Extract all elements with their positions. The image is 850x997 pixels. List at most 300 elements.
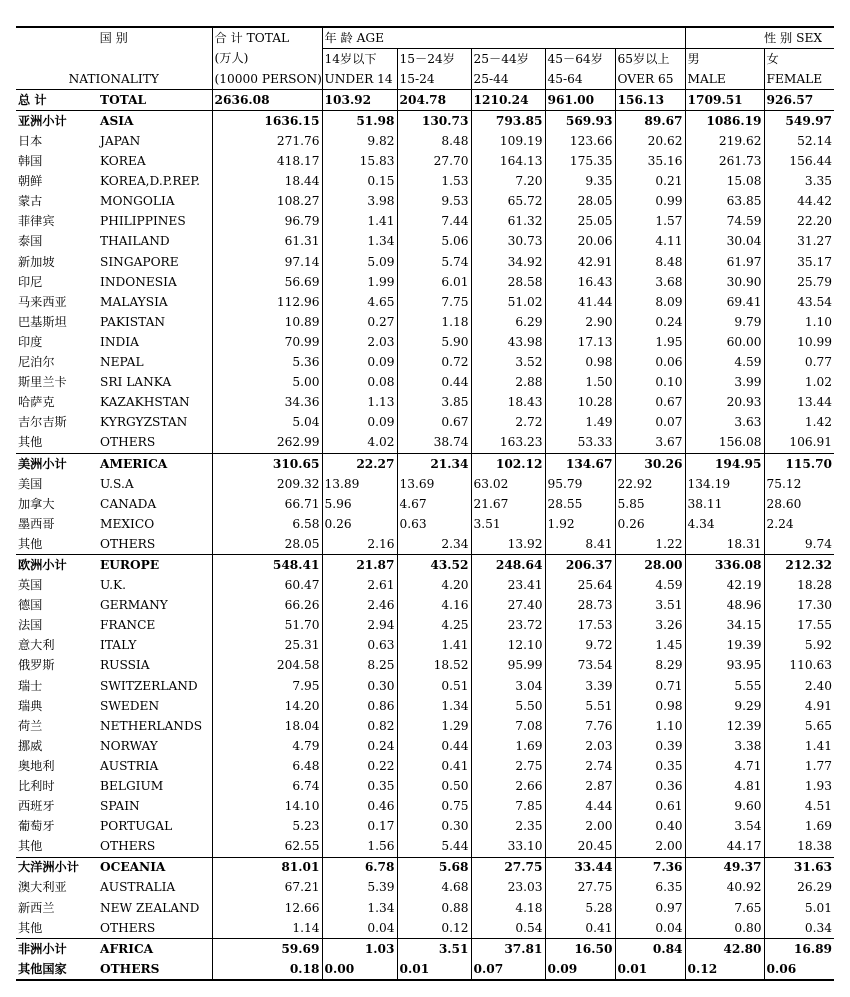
value-cell: 2.61 <box>322 576 397 596</box>
country-name-en: AUSTRALIA <box>100 880 176 895</box>
value-cell: 34.15 <box>685 616 764 636</box>
value-cell: 1210.24 <box>471 90 545 111</box>
value-cell: 1.41 <box>764 736 834 756</box>
country-name-cn: 蒙古 <box>18 194 43 209</box>
value-cell: 212.32 <box>764 555 834 576</box>
value-cell: 0.26 <box>322 514 397 534</box>
value-cell: 22.20 <box>764 212 834 232</box>
value-cell: 2.74 <box>545 756 615 776</box>
country-name-cn: 荷兰 <box>18 718 43 733</box>
age-group-cn-0: 14岁以下 <box>322 49 397 70</box>
country-name-en: GERMANY <box>100 598 168 613</box>
value-cell: 51.02 <box>471 292 545 312</box>
country-name-en: BELGIUM <box>100 779 164 794</box>
value-cell: 43.52 <box>397 555 471 576</box>
country-name-cn: 德国 <box>18 598 43 613</box>
value-cell: 1.18 <box>397 312 471 332</box>
value-cell: 27.40 <box>471 596 545 616</box>
value-cell: 102.12 <box>471 453 545 474</box>
value-cell: 4.65 <box>322 292 397 312</box>
country-name-en: U.S.A <box>100 476 134 491</box>
value-cell: 115.70 <box>764 453 834 474</box>
country-name-cn: 巴基斯坦 <box>18 314 67 329</box>
value-cell: 89.67 <box>615 111 685 132</box>
value-cell: 34.36 <box>212 393 322 413</box>
value-cell: 5.85 <box>615 494 685 514</box>
value-cell: 123.66 <box>545 131 615 151</box>
value-cell: 6.74 <box>212 776 322 796</box>
table-row <box>16 596 834 616</box>
value-cell: 38.74 <box>397 433 471 454</box>
value-cell: 0.24 <box>615 312 685 332</box>
value-cell: 0.41 <box>545 918 615 939</box>
value-cell: 3.38 <box>685 736 764 756</box>
value-cell: 7.95 <box>212 676 322 696</box>
value-cell: 108.27 <box>212 192 322 212</box>
value-cell: 209.32 <box>212 474 322 494</box>
country-name-en: OTHERS <box>100 536 156 551</box>
value-cell: 3.98 <box>322 192 397 212</box>
value-cell: 25.05 <box>545 212 615 232</box>
value-cell: 7.76 <box>545 716 615 736</box>
value-cell: 0.12 <box>685 959 764 979</box>
table-row <box>16 878 834 898</box>
table-row <box>16 656 834 676</box>
value-cell: 0.09 <box>545 959 615 979</box>
value-cell: 8.48 <box>397 131 471 151</box>
table-row <box>16 312 834 332</box>
sex-group-cn-0: 男 <box>685 49 764 70</box>
country-name-en: CANADA <box>100 496 157 511</box>
value-cell: 3.26 <box>615 616 685 636</box>
value-cell: 4.79 <box>212 736 322 756</box>
value-cell: 1.69 <box>764 817 834 837</box>
value-cell: 61.32 <box>471 212 545 232</box>
country-name-en: OTHERS <box>100 839 156 854</box>
value-cell: 61.31 <box>212 232 322 252</box>
value-cell: 10.89 <box>212 312 322 332</box>
value-cell: 0.84 <box>615 939 685 960</box>
value-cell: 0.09 <box>322 353 397 373</box>
value-cell: 0.99 <box>615 192 685 212</box>
value-cell: 8.29 <box>615 656 685 676</box>
value-cell: 34.92 <box>471 252 545 272</box>
country-name-en: SPAIN <box>100 799 140 814</box>
country-name-cn: 其他 <box>18 920 43 935</box>
value-cell: 3.04 <box>471 676 545 696</box>
value-cell: 549.97 <box>764 111 834 132</box>
value-cell: 2.88 <box>471 373 545 393</box>
value-cell: 262.99 <box>212 433 322 454</box>
value-cell: 56.69 <box>212 272 322 292</box>
value-cell: 7.36 <box>615 857 685 878</box>
value-cell: 2.72 <box>471 413 545 433</box>
value-cell: 69.41 <box>685 292 764 312</box>
value-cell: 194.95 <box>685 453 764 474</box>
value-cell: 0.67 <box>615 393 685 413</box>
table-bottom-rule <box>16 979 834 981</box>
country-name-cn: 瑞典 <box>18 698 43 713</box>
value-cell: 13.92 <box>471 534 545 555</box>
value-cell: 3.51 <box>615 596 685 616</box>
value-cell: 4.91 <box>764 696 834 716</box>
value-cell: 5.23 <box>212 817 322 837</box>
country-name-en: INDIA <box>100 334 139 349</box>
value-cell: 3.39 <box>545 676 615 696</box>
value-cell: 1.69 <box>471 736 545 756</box>
value-cell: 20.06 <box>545 232 615 252</box>
value-cell: 12.10 <box>471 636 545 656</box>
value-cell: 6.48 <box>212 756 322 776</box>
value-cell: 134.67 <box>545 453 615 474</box>
value-cell: 2.46 <box>322 596 397 616</box>
value-cell: 926.57 <box>764 90 834 111</box>
value-cell: 1.34 <box>322 898 397 918</box>
value-cell: 5.74 <box>397 252 471 272</box>
value-cell: 0.08 <box>322 373 397 393</box>
value-cell: 1.41 <box>397 636 471 656</box>
value-cell: 10.28 <box>545 393 615 413</box>
value-cell: 9.74 <box>764 534 834 555</box>
value-cell: 5.06 <box>397 232 471 252</box>
value-cell: 21.87 <box>322 555 397 576</box>
value-cell: 18.52 <box>397 656 471 676</box>
value-cell: 0.26 <box>615 514 685 534</box>
value-cell: 96.79 <box>212 212 322 232</box>
value-cell: 156.13 <box>615 90 685 111</box>
sex-header: 性 别 SEX <box>685 27 834 49</box>
value-cell: 2.00 <box>615 837 685 858</box>
value-cell: 418.17 <box>212 152 322 172</box>
value-cell: 10.99 <box>764 332 834 352</box>
value-cell: 15.83 <box>322 152 397 172</box>
value-cell: 1.95 <box>615 332 685 352</box>
country-name-cn: 亚洲小计 <box>16 111 98 132</box>
value-cell: 20.62 <box>615 131 685 151</box>
value-cell: 35.17 <box>764 252 834 272</box>
value-cell: 1.45 <box>615 636 685 656</box>
age-group-en-3: 45-64 <box>545 69 615 90</box>
value-cell: 28.60 <box>764 494 834 514</box>
age-group-en-4: OVER 65 <box>615 69 685 90</box>
value-cell: 4.02 <box>322 433 397 454</box>
country-name-cn: 斯里兰卡 <box>18 375 67 390</box>
age-header: 年 龄 AGE <box>322 27 685 49</box>
value-cell: 164.13 <box>471 152 545 172</box>
value-cell: 4.25 <box>397 616 471 636</box>
value-cell: 4.81 <box>685 776 764 796</box>
value-cell: 3.51 <box>471 514 545 534</box>
value-cell: 67.21 <box>212 878 322 898</box>
country-name-en: MEXICO <box>100 516 155 531</box>
country-name-en: EUROPE <box>98 555 212 576</box>
value-cell: 0.07 <box>615 413 685 433</box>
country-name-cn: 英国 <box>18 578 43 593</box>
value-cell: 13.89 <box>322 474 397 494</box>
value-cell: 156.44 <box>764 152 834 172</box>
value-cell: 8.25 <box>322 656 397 676</box>
value-cell: 26.29 <box>764 878 834 898</box>
value-cell: 73.54 <box>545 656 615 676</box>
value-cell: 0.51 <box>397 676 471 696</box>
value-cell: 31.63 <box>764 857 834 878</box>
table-body <box>16 90 834 980</box>
country-name-cn: 奥地利 <box>18 758 55 773</box>
value-cell: 23.72 <box>471 616 545 636</box>
country-name-en: NETHERLANDS <box>100 718 203 733</box>
value-cell: 28.73 <box>545 596 615 616</box>
value-cell: 70.99 <box>212 332 322 352</box>
country-name-en: KAZAKHSTAN <box>100 395 190 410</box>
country-name-cn: 其他 <box>18 839 43 854</box>
age-group-en-1: 15-24 <box>397 69 471 90</box>
value-cell: 0.21 <box>615 172 685 192</box>
country-name-cn: 大洋洲小计 <box>16 857 98 878</box>
value-cell: 63.02 <box>471 474 545 494</box>
table-row <box>16 474 834 494</box>
value-cell: 961.00 <box>545 90 615 111</box>
value-cell: 9.72 <box>545 636 615 656</box>
value-cell: 2.40 <box>764 676 834 696</box>
table-row <box>16 413 834 433</box>
value-cell: 30.04 <box>685 232 764 252</box>
country-name-en: NEPAL <box>100 355 144 370</box>
header-row-3 <box>16 69 834 90</box>
value-cell: 28.55 <box>545 494 615 514</box>
value-cell: 1.93 <box>764 776 834 796</box>
value-cell: 3.68 <box>615 272 685 292</box>
value-cell: 40.92 <box>685 878 764 898</box>
value-cell: 4.51 <box>764 797 834 817</box>
value-cell: 16.43 <box>545 272 615 292</box>
value-cell: 175.35 <box>545 152 615 172</box>
country-name-cn: 尼泊尔 <box>18 355 55 370</box>
value-cell: 4.11 <box>615 232 685 252</box>
table-row <box>16 272 834 292</box>
value-cell: 204.78 <box>397 90 471 111</box>
value-cell: 7.75 <box>397 292 471 312</box>
value-cell: 109.19 <box>471 131 545 151</box>
value-cell: 8.09 <box>615 292 685 312</box>
table-row <box>16 918 834 939</box>
table-row <box>16 616 834 636</box>
value-cell: 310.65 <box>212 453 322 474</box>
country-name-cn: 其他 <box>18 536 43 551</box>
country-name-cn: 加拿大 <box>18 496 55 511</box>
table-row <box>16 172 834 192</box>
value-cell: 1.57 <box>615 212 685 232</box>
table-row <box>16 232 834 252</box>
value-cell: 0.63 <box>322 636 397 656</box>
value-cell: 20.93 <box>685 393 764 413</box>
value-cell: 6.78 <box>322 857 397 878</box>
value-cell: 21.34 <box>397 453 471 474</box>
table-row <box>16 636 834 656</box>
value-cell: 0.77 <box>764 353 834 373</box>
value-cell: 48.96 <box>685 596 764 616</box>
sex-group-cn-1: 女 <box>764 49 834 70</box>
table-row <box>16 576 834 596</box>
country-name-en: MONGOLIA <box>100 194 175 209</box>
value-cell: 9.60 <box>685 797 764 817</box>
value-cell: 97.14 <box>212 252 322 272</box>
country-name-cn: 新西兰 <box>18 900 55 915</box>
value-cell: 0.54 <box>471 918 545 939</box>
value-cell: 41.44 <box>545 292 615 312</box>
value-cell: 4.67 <box>397 494 471 514</box>
value-cell: 37.81 <box>471 939 545 960</box>
value-cell: 0.09 <box>322 413 397 433</box>
value-cell: 1709.51 <box>685 90 764 111</box>
country-name-cn: 泰国 <box>18 234 43 249</box>
value-cell: 1.03 <box>322 939 397 960</box>
value-cell: 2.03 <box>322 332 397 352</box>
age-group-cn-4: 65岁以上 <box>615 49 685 70</box>
value-cell: 27.75 <box>545 878 615 898</box>
header-row-1 <box>16 27 834 49</box>
country-name-cn: 菲律宾 <box>18 214 55 229</box>
value-cell: 0.22 <box>322 756 397 776</box>
value-cell: 0.35 <box>322 776 397 796</box>
country-name-cn: 葡萄牙 <box>18 819 55 834</box>
country-name-cn: 朝鲜 <box>18 174 43 189</box>
country-name-cn: 澳大利亚 <box>18 880 67 895</box>
value-cell: 17.30 <box>764 596 834 616</box>
value-cell: 103.92 <box>322 90 397 111</box>
value-cell: 1.14 <box>212 918 322 939</box>
value-cell: 1.34 <box>322 232 397 252</box>
value-cell: 0.01 <box>615 959 685 979</box>
value-cell: 0.71 <box>615 676 685 696</box>
value-cell: 1.02 <box>764 373 834 393</box>
value-cell: 66.71 <box>212 494 322 514</box>
country-name-en: OTHERS <box>100 920 156 935</box>
value-cell: 2.94 <box>322 616 397 636</box>
value-cell: 5.65 <box>764 716 834 736</box>
value-cell: 0.12 <box>397 918 471 939</box>
value-cell: 0.41 <box>397 756 471 776</box>
country-name-en: MALAYSIA <box>100 294 168 309</box>
value-cell: 0.01 <box>397 959 471 979</box>
total-unit-en: (10000 PERSON) <box>212 69 322 90</box>
country-name-en: SWEDEN <box>100 698 160 713</box>
value-cell: 3.54 <box>685 817 764 837</box>
value-cell: 0.06 <box>615 353 685 373</box>
value-cell: 17.13 <box>545 332 615 352</box>
value-cell: 74.59 <box>685 212 764 232</box>
country-name-cn: 日本 <box>18 134 43 149</box>
value-cell: 0.00 <box>322 959 397 979</box>
value-cell: 0.75 <box>397 797 471 817</box>
value-cell: 1.77 <box>764 756 834 776</box>
value-cell: 15.08 <box>685 172 764 192</box>
country-name-cn: 欧洲小计 <box>16 555 98 576</box>
value-cell: 18.28 <box>764 576 834 596</box>
value-cell: 1.34 <box>397 696 471 716</box>
value-cell: 4.34 <box>685 514 764 534</box>
value-cell: 0.30 <box>397 817 471 837</box>
value-cell: 12.39 <box>685 716 764 736</box>
value-cell: 18.43 <box>471 393 545 413</box>
value-cell: 14.20 <box>212 696 322 716</box>
value-cell: 28.58 <box>471 272 545 292</box>
table-row <box>16 514 834 534</box>
value-cell: 6.58 <box>212 514 322 534</box>
value-cell: 18.44 <box>212 172 322 192</box>
value-cell: 0.30 <box>322 676 397 696</box>
value-cell: 0.15 <box>322 172 397 192</box>
value-cell: 5.96 <box>322 494 397 514</box>
value-cell: 25.64 <box>545 576 615 596</box>
value-cell: 0.18 <box>212 959 322 979</box>
table-row <box>16 252 834 272</box>
value-cell: 2.34 <box>397 534 471 555</box>
value-cell: 51.70 <box>212 616 322 636</box>
value-cell: 93.95 <box>685 656 764 676</box>
value-cell: 62.55 <box>212 837 322 858</box>
country-name-en: SWITZERLAND <box>100 678 198 693</box>
table-row <box>16 817 834 837</box>
value-cell: 2636.08 <box>212 90 322 111</box>
table-row <box>16 192 834 212</box>
value-cell: 4.71 <box>685 756 764 776</box>
table-row <box>16 131 834 151</box>
value-cell: 1.92 <box>545 514 615 534</box>
table-row <box>16 332 834 352</box>
value-cell: 4.20 <box>397 576 471 596</box>
table-row <box>16 756 834 776</box>
value-cell: 3.35 <box>764 172 834 192</box>
table-row <box>16 736 834 756</box>
value-cell: 18.38 <box>764 837 834 858</box>
value-cell: 1.10 <box>764 312 834 332</box>
country-name-en: KOREA <box>100 154 146 169</box>
value-cell: 9.35 <box>545 172 615 192</box>
value-cell: 248.64 <box>471 555 545 576</box>
value-cell: 30.73 <box>471 232 545 252</box>
value-cell: 7.08 <box>471 716 545 736</box>
table-row <box>16 393 834 413</box>
value-cell: 1.22 <box>615 534 685 555</box>
country-name-cn: 瑞士 <box>18 678 43 693</box>
value-cell: 4.59 <box>615 576 685 596</box>
country-name-en: AMERICA <box>98 453 212 474</box>
age-group-en-2: 25-44 <box>471 69 545 90</box>
table-row <box>16 353 834 373</box>
value-cell: 9.82 <box>322 131 397 151</box>
value-cell: 1086.19 <box>685 111 764 132</box>
value-cell: 271.76 <box>212 131 322 151</box>
value-cell: 16.50 <box>545 939 615 960</box>
country-name-cn: 吉尔吉斯 <box>18 415 67 430</box>
value-cell: 12.66 <box>212 898 322 918</box>
value-cell: 6.35 <box>615 878 685 898</box>
value-cell: 112.96 <box>212 292 322 312</box>
table-row <box>16 555 834 576</box>
value-cell: 2.66 <box>471 776 545 796</box>
value-cell: 28.05 <box>545 192 615 212</box>
value-cell: 9.53 <box>397 192 471 212</box>
value-cell: 0.34 <box>764 918 834 939</box>
value-cell: 0.63 <box>397 514 471 534</box>
value-cell: 13.44 <box>764 393 834 413</box>
sex-group-en-0: MALE <box>685 69 764 90</box>
country-name-cn: 其他 <box>18 435 43 450</box>
value-cell: 4.18 <box>471 898 545 918</box>
age-group-cn-1: 15－24岁 <box>397 49 471 70</box>
total-header: 合 计 TOTAL <box>212 27 322 49</box>
value-cell: 0.10 <box>615 373 685 393</box>
